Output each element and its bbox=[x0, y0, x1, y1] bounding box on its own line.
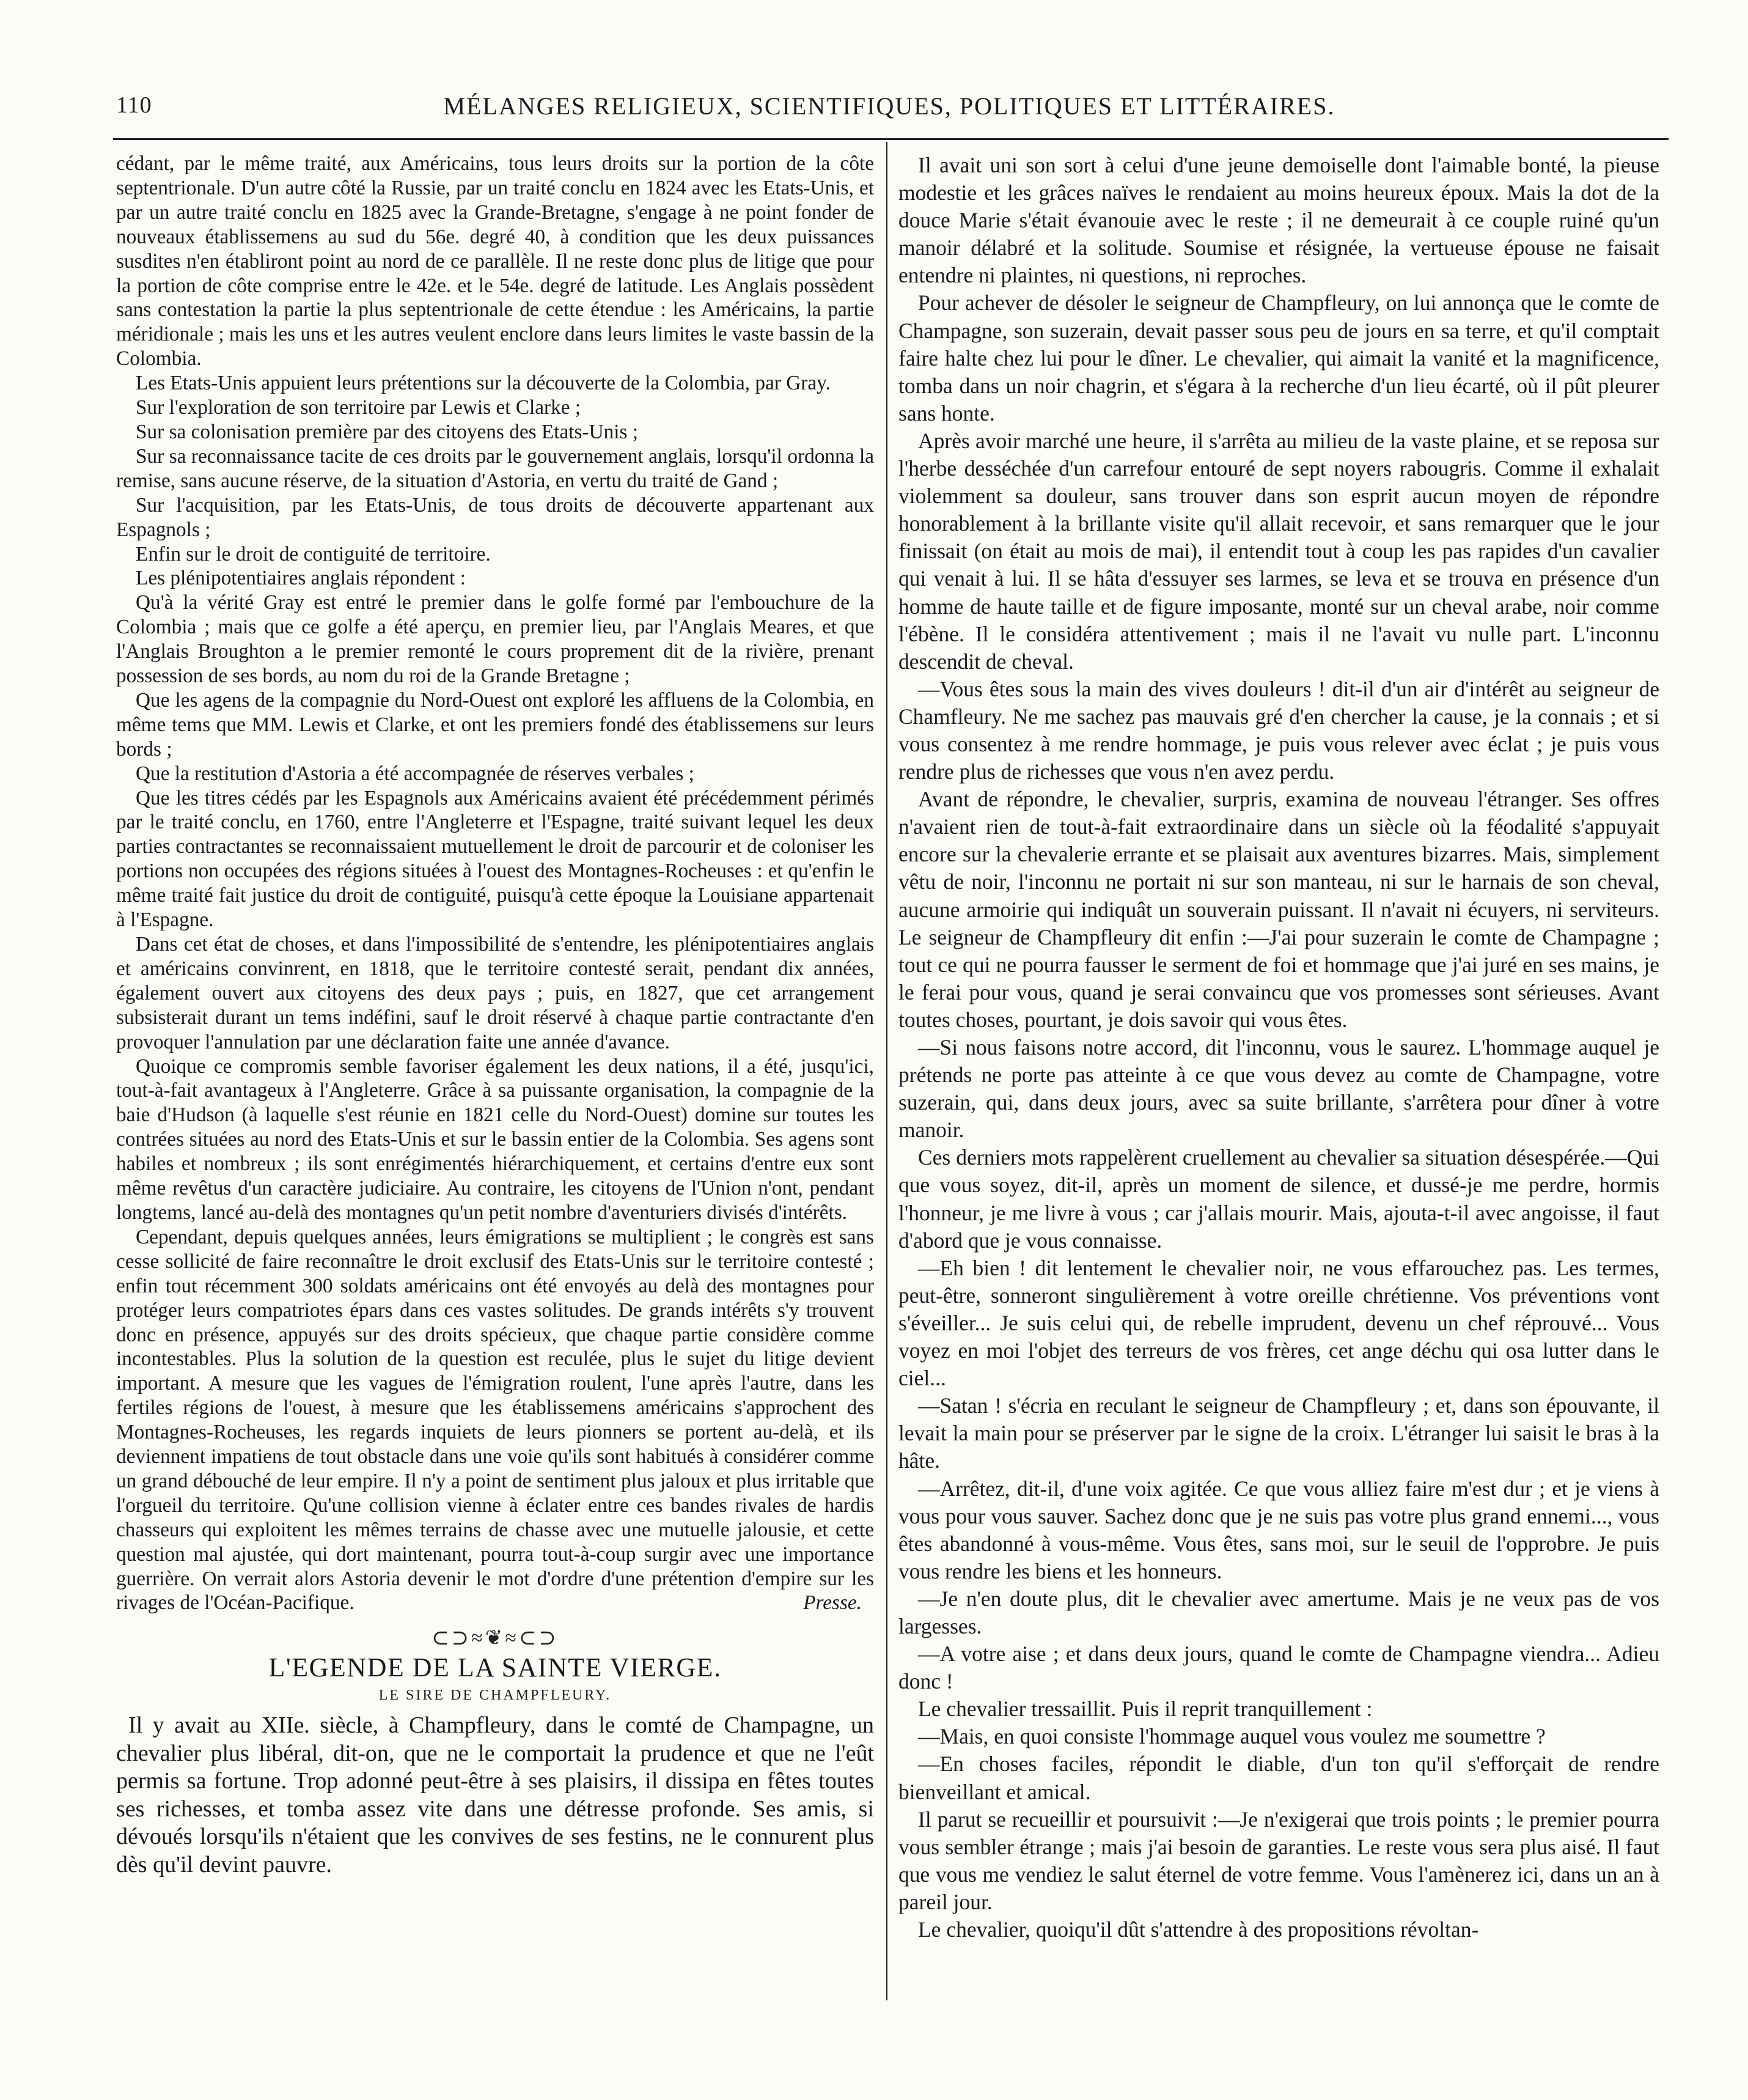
paragraph: Les plénipotentiaires anglais répondent : bbox=[136, 567, 466, 590]
paragraph: Après avoir marché une heure, il s'arrêta au milieu de la vaste plaine, et se reposa sur l'herbe desséchée d'un carrefour entouré de sept noyers rabougris. Comme il exhalait violemment sa douleur, sans trouver dans son esprit aucun moyen de répondre honorablement à la brillante visite qu'il allait recevoir, et sans remarquer que le jour finissait (on était au mois de mai), il entendit tout à coup les pas rapides d'un cavalier qui venait à lui. Il se hâta d'essuyer ses larmes, se leva et se trouva en présence d'un homme de haute taille et de figure imposante, monté sur un cheval arabe, noir comme l'ébène. Il le considéra attentivement ; mais il ne l'avait vu nulle part. L'inconnu descendit de cheval. bbox=[898, 428, 1659, 674]
source-signature: Presse. bbox=[803, 1591, 862, 1615]
paragraph: Sur sa colonisation première par des citoyens des Etats-Unis ; bbox=[136, 420, 639, 443]
column-divider bbox=[886, 142, 887, 2000]
paragraph: —Je n'en doute plus, dit le chevalier avec amertume. Mais je ne veux pas de vos largesses. bbox=[898, 1586, 1659, 1638]
paragraph: Pour achever de désoler le seigneur de Champfleury, on lui annonça que le comte de Champagne, son suzerain, devait passer sous peu de jours en sa terre, et qu'il comptait faire halte chez lui pour le dîner. Le chevalier, qui aimait la vanité et la magnificence, tomba dans un noir chagrin, et s'égara à la recherche d'un lieu écarté, où il pût pleurer sans honte. bbox=[898, 290, 1659, 426]
paragraph: Avant de répondre, le chevalier, surpris, examina de nouveau l'étranger. Ses offres n'avaient rien de tout-à-fait extraordinaire dans un siècle où la féodalité s'appuyait encore sur la chevalerie errante et se plaisait aux aventures bizarres. Mais, simplement vêtu de noir, l'inconnu ne portait ni sur son manteau, ni sur le harnais de son cheval, aucune armoirie qui indiquât un souverain puissant. Il n'avait ni écuyers, ni serviteurs. Le seigneur de Champfleury dit enfin :—J'ai pour suzerain le comte de Champagne ; tout ce qui ne pourra fausser le serment de foi et hommage que j'ai juré en ses mains, je le ferai pour vous, quand je serai convaincu que vos promesses sont sérieuses. Avant toutes choses, pourtant, je dois savoir qui vous êtes. bbox=[898, 787, 1659, 1032]
paragraph: Il avait uni son sort à celui d'une jeune demoiselle dont l'aimable bonté, la pieuse modestie et les grâces naïves le rendaient au moins heureux époux. Mais la dot de la douce Marie s'était évanouie avec le reste ; il ne demeurait à ce couple ruiné qu'un manoir délabré et la solitude. Soumise et résignée, la vertueuse épouse ne faisait entendre ni plaintes, ni questions, ni reproches. bbox=[898, 153, 1659, 288]
page-header bbox=[110, 92, 1669, 132]
paragraph: —En choses faciles, répondit le diable, d'un ton qu'il s'efforçait de rendre bienveillant et amical. bbox=[898, 1752, 1659, 1804]
paragraph: Qu'à la vérité Gray est entré le premier dans le golfe formé par l'embouchure de la Colombia ; mais que ce golfe a été aperçu, en premier lieu, par l'Anglais Meares, et que l'Anglais Broughton a le premier remonté le cours proprement dit de la rivière, prenant possession de ses bords, au nom du roi de la Grande Bretagne ; bbox=[116, 591, 874, 688]
running-title: MÉLANGES RELIGIEUX, SCIENTIFIQUES, POLITIQUES ET LITTÉRAIRES. bbox=[443, 92, 1335, 120]
header-rule bbox=[113, 138, 1669, 140]
paragraph: Il y avait au XIIe. siècle, à Champfleury, dans le comté de Champagne, un chevalier plus libéral, dit-on, que ne le comportait la prudence et que ne l'eût permis sa fortune. Trop adonné peut-être à ses plaisirs, il dissipa en fêtes toutes ses richesses, et tomba assez vite dans une détresse profonde. Ses amis, si dévoués lorsqu'ils n'étaient que les convives de ses festins, ne le connurent plus dès qu'il devint pauvre. bbox=[116, 1712, 874, 1877]
paragraph: Le chevalier, quoiqu'il dût s'attendre à des propositions révoltan- bbox=[918, 1917, 1479, 1942]
paragraph: Que les agens de la compagnie du Nord-Ouest ont exploré les affluens de la Colombia, en même tems que MM. Lewis et Clarke, et ont les premiers fondé des établissemens sur leurs bords ; bbox=[116, 688, 874, 761]
paragraph: —Satan ! s'écria en reculant le seigneur de Champfleury ; et, dans son épouvante, il levait la main pour se préserver par le signe de la croix. L'étranger lui saisit le bras à la hâte. bbox=[898, 1393, 1659, 1473]
paragraph: Sur l'exploration de son territoire par Lewis et Clarke ; bbox=[136, 396, 581, 419]
paragraph: —Arrêtez, dit-il, d'une voix agitée. Ce que vous alliez faire m'est dur ; et je viens à vous pour vous sauver. Sachez donc que je ne suis pas votre plus grand ennemi..., vous êtes abandonné à vous-même. Vous êtes, sans moi, sur le seuil de l'opprobre. Je puis vous rendre les biens et les honneurs. bbox=[898, 1476, 1659, 1583]
paragraph: Que les titres cédés par les Espagnols aux Américains avaient été précédemment périmés par le traité conclu, en 1760, entre l'Angleterre et l'Espagne, traité suivant lequel les deux parties contractantes se reconnaissaient mutuellement le droit de parcourir et de coloniser les portions non occupées des régions situées à l'ouest des Montagnes-Rocheuses : et qu'enfin le même traité fait justice du droit de contiguité, puisqu'à cette époque la Louisiane appartenait à l'Espagne. bbox=[116, 786, 874, 932]
paragraph: Sur l'acquisition, par les Etats-Unis, de tous droits de découverte appartenant aux Espagnols ; bbox=[116, 493, 874, 541]
paragraph: Que la restitution d'Astoria a été accompagnée de réserves verbales ; bbox=[136, 762, 694, 785]
right-column bbox=[898, 152, 1659, 2022]
left-column bbox=[116, 152, 874, 2022]
paragraph: Les Etats-Unis appuient leurs prétentions sur la découverte de la Colombia, par Gray. bbox=[136, 372, 831, 395]
legend-title: L'EGENDE DE LA SAINTE VIERGE. bbox=[268, 1652, 722, 1683]
paragraph: Enfin sur le droit de contiguité de territoire. bbox=[136, 542, 491, 566]
paragraph: —Mais, en quoi consiste l'hommage auquel vous voulez me soumettre ? bbox=[918, 1724, 1546, 1749]
paragraph: Dans cet état de choses, et dans l'impossibilité de s'entendre, les plénipotentiaires anglais et américains convinrent, en 1818, que le territoire contesté serait, pendant dix années, également ouvert aux citoyens des deux pays ; puis, en 1827, que cet arrangement subsisterait durant un tems indéfini, sauf le droit réservé à chaque partie contractante d'en provoquer l'annulation par une déclaration faite une année d'avance. bbox=[116, 933, 874, 1053]
paragraph: cédant, par le même traité, aux Américains, tous leurs droits sur la portion de la côte septentrionale. D'un autre côté la Russie, par un traité conclu en 1824 avec les Etats-Unis, et par un autre traité conclu en 1825 avec la Grande-Bretagne, s'engage à ne point fonder de nouveaux établissemens au sud du 56e. degré 40, à condition que les deux puissances susdites n'en établiront point au nord de ce parallèle. Il ne reste donc plus de litige que pour la portion de côte comprise entre le 42e. et le 54e. degré de latitude. Les Anglais possèdent sans contestation la partie la plus septentrionale de cette étendue : les Américains, la partie méridionale ; mais les uns et les autres veulent enclore dans leurs limites le vaste bassin de la Colombia. bbox=[116, 152, 874, 370]
paragraph: —Si nous faisons notre accord, dit l'inconnu, vous le saurez. L'hommage auquel je prétends ne porte pas atteinte à ce que vous devez au comte de Champagne, votre suzerain, qui, dans deux jours, avec sa suite brillante, s'arrêtera pour dîner à votre manoir. bbox=[898, 1035, 1659, 1143]
page-number: 110 bbox=[116, 92, 152, 118]
legend-text bbox=[116, 1712, 874, 1879]
paragraph: Quoique ce compromis semble favoriser également les deux nations, il a été, jusqu'ici, tout-à-fait avantageux à l'Angleterre. Grâce à sa puissante organisation, la compagnie de la baie d'Hudson (à laquelle s'est réunie en 1821 celle du Nord-Ouest) domine sur toutes les contrées situées au nord des Etats-Unis et sur le bassin entier de la Colombia. Ses agens sont habiles et nombreux ; ils sont enrégimentés hiérarchiquement, et certains d'entre eux sont même revêtus d'un caractère judiciaire. Au contraire, les citoyens de l'Union n'ont, pendant longtems, lancé au-delà des montagnes qu'un petit nombre d'aventuriers divisés d'intérêts. bbox=[116, 1055, 874, 1224]
legend-subtitle: LE SIRE DE CHAMPFLEURY. bbox=[378, 1687, 612, 1704]
paragraph: —Eh bien ! dit lentement le chevalier noir, ne vous effarouchez pas. Les termes, peut-être, sonneront singulièrement à votre oreille chrétienne. Vos préventions vont s'éveiller... Je suis celui qui, de rebelle imprudent, devenu un chef réprouvé... Vous voyez en moi l'objet des terreurs de vos frères, cet ange déchu qui osa lutter dans le ciel... bbox=[898, 1255, 1659, 1391]
paragraph: Cependant, depuis quelques années, leurs émigrations se multiplient ; le congrès est sans cesse sollicité de faire reconnaître le droit exclusif des Etats-Unis sur le territoire contesté ; enfin tout récemment 300 soldats américains ont été envoyés au delà des montagnes pour protéger leurs compatriotes épars dans ces vastes solitudes. De grands intérêts s'y trouvent donc en présence, appuyés sur des droits spécieux, que chaque partie considère comme incontestables. Plus la solution de la question est reculée, plus le sujet du litige devient important. A mesure que les vagues de l'émigration roulent, l'une après l'autre, dans les fertiles régions de l'ouest, à mesure que les établissemens américains s'approchent des Montagnes-Rocheuses, les regards inquiets de leurs pionners se portent au-delà, et ils deviennent impatiens de tout obstacle dans une voie qu'ils sont habitués à considérer comme un grand débouché de leur empire. Il n'y a point de sentiment plus jaloux et plus irritable que l'orgueil du territoire. Qu'une collision vienne à éclater entre ces bandes rivales de hardis chasseurs qui exploitent les mêmes terrains de chasse avec une mutuelle jalousie, et cette question mal ajustée, qui dort maintenant, pourra tout-à-coup surgir avec une importance guerrière. On verrait alors Astoria devenir le mot d'ordre d'une prétention d'empire sur les rivages de l'Océan-Pacifique. bbox=[116, 1225, 874, 1615]
paragraph: Ces derniers mots rappelèrent cruellement au chevalier sa situation désespérée.—Qui que vous soyez, dit-il, après un moment de silence, et dussé-je me perdre, hormis l'honneur, je me livre à vous ; car j'allais mourir. Mais, ajouta-t-il avec angoisse, il faut d'abord que je vous connaisse. bbox=[898, 1145, 1659, 1253]
paragraph: Le chevalier tressaillit. Puis il reprit tranquillement : bbox=[918, 1697, 1373, 1722]
ornament-divider: ⊂⊃≈❦≈⊂⊃ bbox=[431, 1627, 559, 1650]
paragraph: —A votre aise ; et dans deux jours, quand le comte de Champagne viendra... Adieu donc ! bbox=[898, 1641, 1659, 1694]
paragraph: —Vous êtes sous la main des vives douleurs ! dit-il d'un air d'intérêt au seigneur de Chamfleury. Ne me sachez pas mauvais gré d'en chercher la cause, je la connais ; et si vous consentez à me rendre hommage, je puis vous relever avec éclat ; je puis vous rendre plus de richesses que vous n'en avez perdu. bbox=[898, 676, 1659, 784]
paragraph: Il parut se recueillir et poursuivit :—Je n'exigerai que trois points ; le premier pourra vous sembler étrange ; mais j'ai besoin de garanties. Le reste vous sera plus aisé. Il faut que vous me vendiez le salut éternel de votre femme. Vous l'amènerez ici, dans un an à pareil jour. bbox=[898, 1807, 1659, 1914]
paragraph: Sur sa reconnaissance tacite de ces droits par le gouvernement anglais, lorsqu'il ordonna la remise, sans aucune réserve, de la situation d'Astoria, en vertu du traité de Gand ; bbox=[116, 444, 874, 492]
